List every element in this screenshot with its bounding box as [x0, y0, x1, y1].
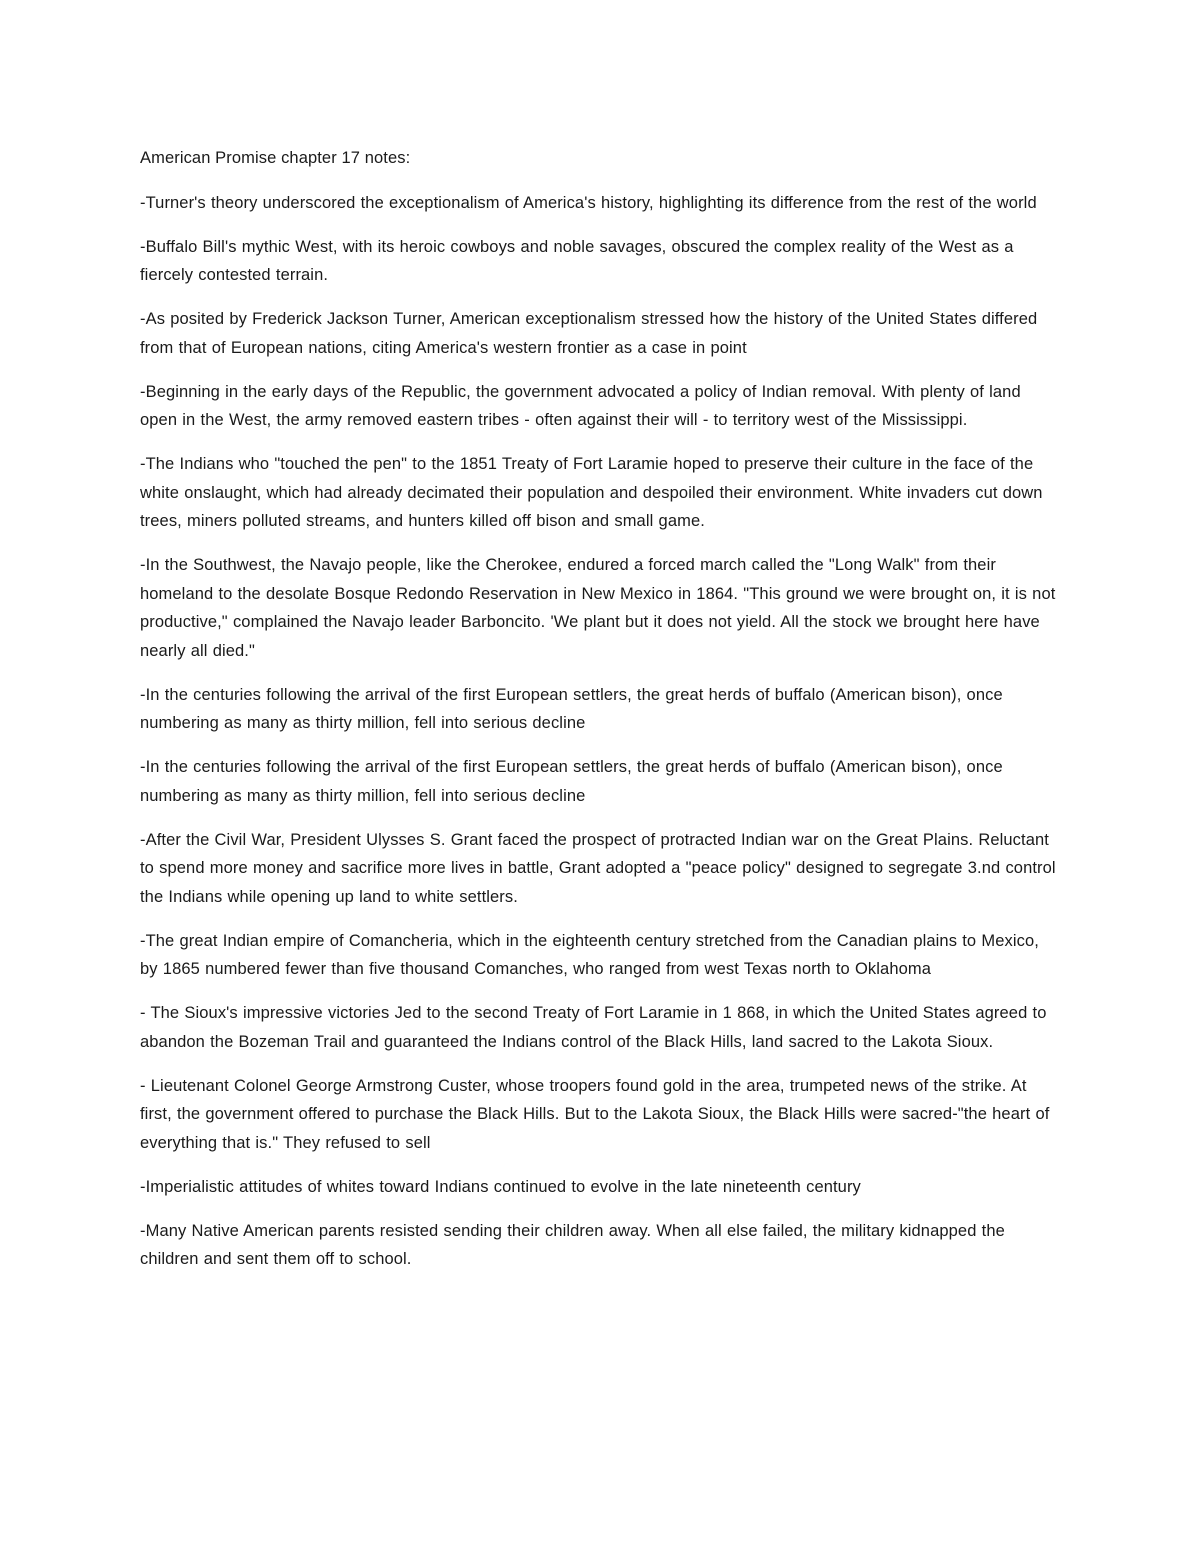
note-paragraph: -After the Civil War, President Ulysses S. Grant faced the prospect of protracted Indian war on the Great Plains. Reluctant to spend more money and sacrifice more lives in battle, Grant adopted a "peace policy" designed to segregate 3.nd control the Indians while opening up land to white settlers. [140, 830, 1056, 906]
note-paragraph: - The Sioux's impressive victories Jed to the second Treaty of Fort Laramie in 1 868, in which the United States agreed to abandon the Bozeman Trail and guaranteed the Indians control of the Black Hills, land sacred to the Lakota Sioux. [140, 1004, 1047, 1051]
note-paragraph: -The great Indian empire of Comancheria, which in the eighteenth century stretched from the Canadian plains to Mexico, by 1865 numbered fewer than five thousand Comanches, who ranged from west Texas north to Oklahoma [140, 931, 1039, 978]
note-paragraph: -In the Southwest, the Navajo people, like the Cherokee, endured a forced march called the "Long Walk" from their homeland to the desolate Bosque Redondo Reservation in New Mexico in 1864. "This ground we were brought on, it is not productive," complained the Navajo leader Barboncito. 'We plant but it does not yield. All the stock we brought here have nearly all died." [140, 556, 1056, 660]
note-paragraph: -Many Native American parents resisted sending their children away. When all else failed, the military kidnapped the children and sent them off to school. [140, 1221, 1005, 1268]
document-heading: American Promise chapter 17 notes: [140, 149, 411, 167]
note-paragraph: -In the centuries following the arrival of the first European settlers, the great herds of buffalo (American bison), once numbering as many as thirty million, fell into serious decline [140, 758, 1003, 805]
note-paragraph: -Beginning in the early days of the Republic, the government advocated a policy of Indian removal. With plenty of land open in the West, the army removed eastern tribes - often against their will - to territory west of the Mississippi. [140, 382, 1021, 429]
note-paragraph: - Lieutenant Colonel George Armstrong Custer, whose troopers found gold in the area, trumpeted news of the strike. At first, the government offered to purchase the Black Hills. But to the Lakota Sioux, the Black Hills were sacred-"the heart of everything that is." They refused to sell [140, 1076, 1050, 1152]
note-paragraph: -The Indians who "touched the pen" to the 1851 Treaty of Fort Laramie hoped to preserve their culture in the face of the white onslaught, which had already decimated their population and despoiled their environment. White invaders cut down trees, miners polluted streams, and hunters killed off bison and small game. [140, 455, 1043, 530]
note-paragraph: -Turner's theory underscored the exceptionalism of America's history, highlighting its difference from the rest of the world [140, 193, 1037, 212]
note-paragraph: -Imperialistic attitudes of whites toward Indians continued to evolve in the late nineteenth century [140, 1177, 861, 1196]
note-paragraph: -Buffalo Bill's mythic West, with its heroic cowboys and noble savages, obscured the complex reality of the West as a fiercely contested terrain. [140, 237, 1014, 284]
note-paragraph: -As posited by Frederick Jackson Turner, American exceptionalism stressed how the history of the United States differed from that of European nations, citing America's western frontier as a case in point [140, 310, 1038, 357]
note-paragraph: -In the centuries following the arrival of the first European settlers, the great herds of buffalo (American bison), once numbering as many as thirty million, fell into serious decline [140, 685, 1003, 732]
